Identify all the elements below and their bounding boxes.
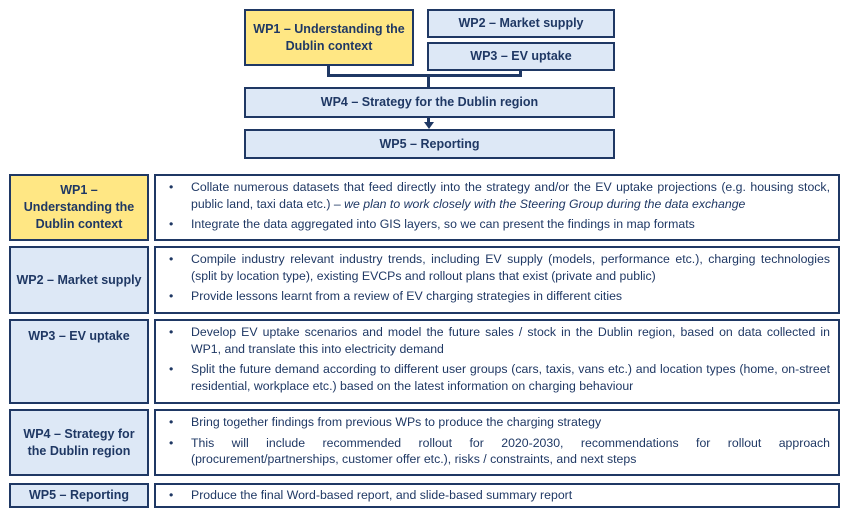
flow-wp5-box <box>244 129 615 159</box>
wp5-row <box>9 483 840 508</box>
wp5-bullet-1: • Produce the final Word-based report, and slide-based summary report <box>166 487 830 504</box>
wp3-bullet-1: • Develop EV uptake scenarios and model the future sales / stock in the Dublin region, based on data collected in WP1, and translate this into electricity demand <box>166 324 830 357</box>
wp1-bullet-1 <box>166 179 830 212</box>
wp1-bullet-1-text: Collate numerous datasets that feed directly into the strategy and/or the EV uptake projections (e.g. housing stock, public land, taxi data etc.) – <box>191 180 830 211</box>
flow-wp1-label: WP1 – Understanding the Dublin context <box>253 21 405 53</box>
flow-wp4-box <box>244 87 615 118</box>
wp5-row-label: WP5 – Reporting <box>9 483 149 508</box>
wp4-row <box>9 409 840 476</box>
flow-wp5-label: WP5 – Reporting <box>379 136 480 151</box>
flow-wp2-box <box>427 9 615 38</box>
flow-wp1-box <box>244 9 414 66</box>
wp1-row <box>9 174 840 241</box>
wp5-row-content <box>154 483 840 508</box>
flow-wp3-box <box>427 42 615 71</box>
wp3-row-content <box>154 319 840 404</box>
wp4-row-content <box>154 409 840 476</box>
connector-horizontal <box>327 74 522 77</box>
wp1-row-label: WP1 – Understanding the Dublin context <box>9 174 149 241</box>
flow-wp4-label: WP4 – Strategy for the Dublin region <box>320 95 539 110</box>
wp4-row-label: WP4 – Strategy for the Dublin region <box>9 409 149 476</box>
wp1-bullet-1-italic: we plan to work closely with the Steering Group during the data exchange <box>344 196 746 211</box>
wp2-row <box>9 246 840 314</box>
wp1-bullet-2: • Integrate the data aggregated into GIS layers, so we can present the findings in map formats <box>166 216 830 233</box>
flow-wp2-label: WP2 – Market supply <box>458 16 584 31</box>
wp2-bullet-1: • Compile industry relevant industry trends, including EV supply (models, performance etc.), charging technologies (split by location type), existing EVCPs and rollout plans that exist (private and public) <box>166 251 830 284</box>
wp2-row-content <box>154 246 840 314</box>
wp3-row-label: WP3 – EV uptake <box>9 319 149 404</box>
arrow-down-icon <box>424 122 434 129</box>
wp4-bullet-1: • Bring together findings from previous WPs to produce the charging strategy <box>166 414 830 431</box>
flow-wp3-label: WP3 – EV uptake <box>470 49 572 64</box>
wp3-bullet-2: • Split the future demand according to different user groups (cars, taxis, vans etc.) and location types (home, on-street residential, workplace etc.) based on the latest information on charging behaviour <box>166 361 830 394</box>
wp3-row <box>9 319 840 404</box>
wp1-row-content <box>154 174 840 241</box>
wp2-bullet-2: • Provide lessons learnt from a review of EV charging strategies in different cities <box>166 288 830 305</box>
wp2-row-label: WP2 – Market supply <box>9 246 149 314</box>
wp4-bullet-2: • This will include recommended rollout for 2020-2030, recommendations for rollout approach (procurement/partnerships, customer offer etc.), risks / constraints, and next steps <box>166 435 830 468</box>
